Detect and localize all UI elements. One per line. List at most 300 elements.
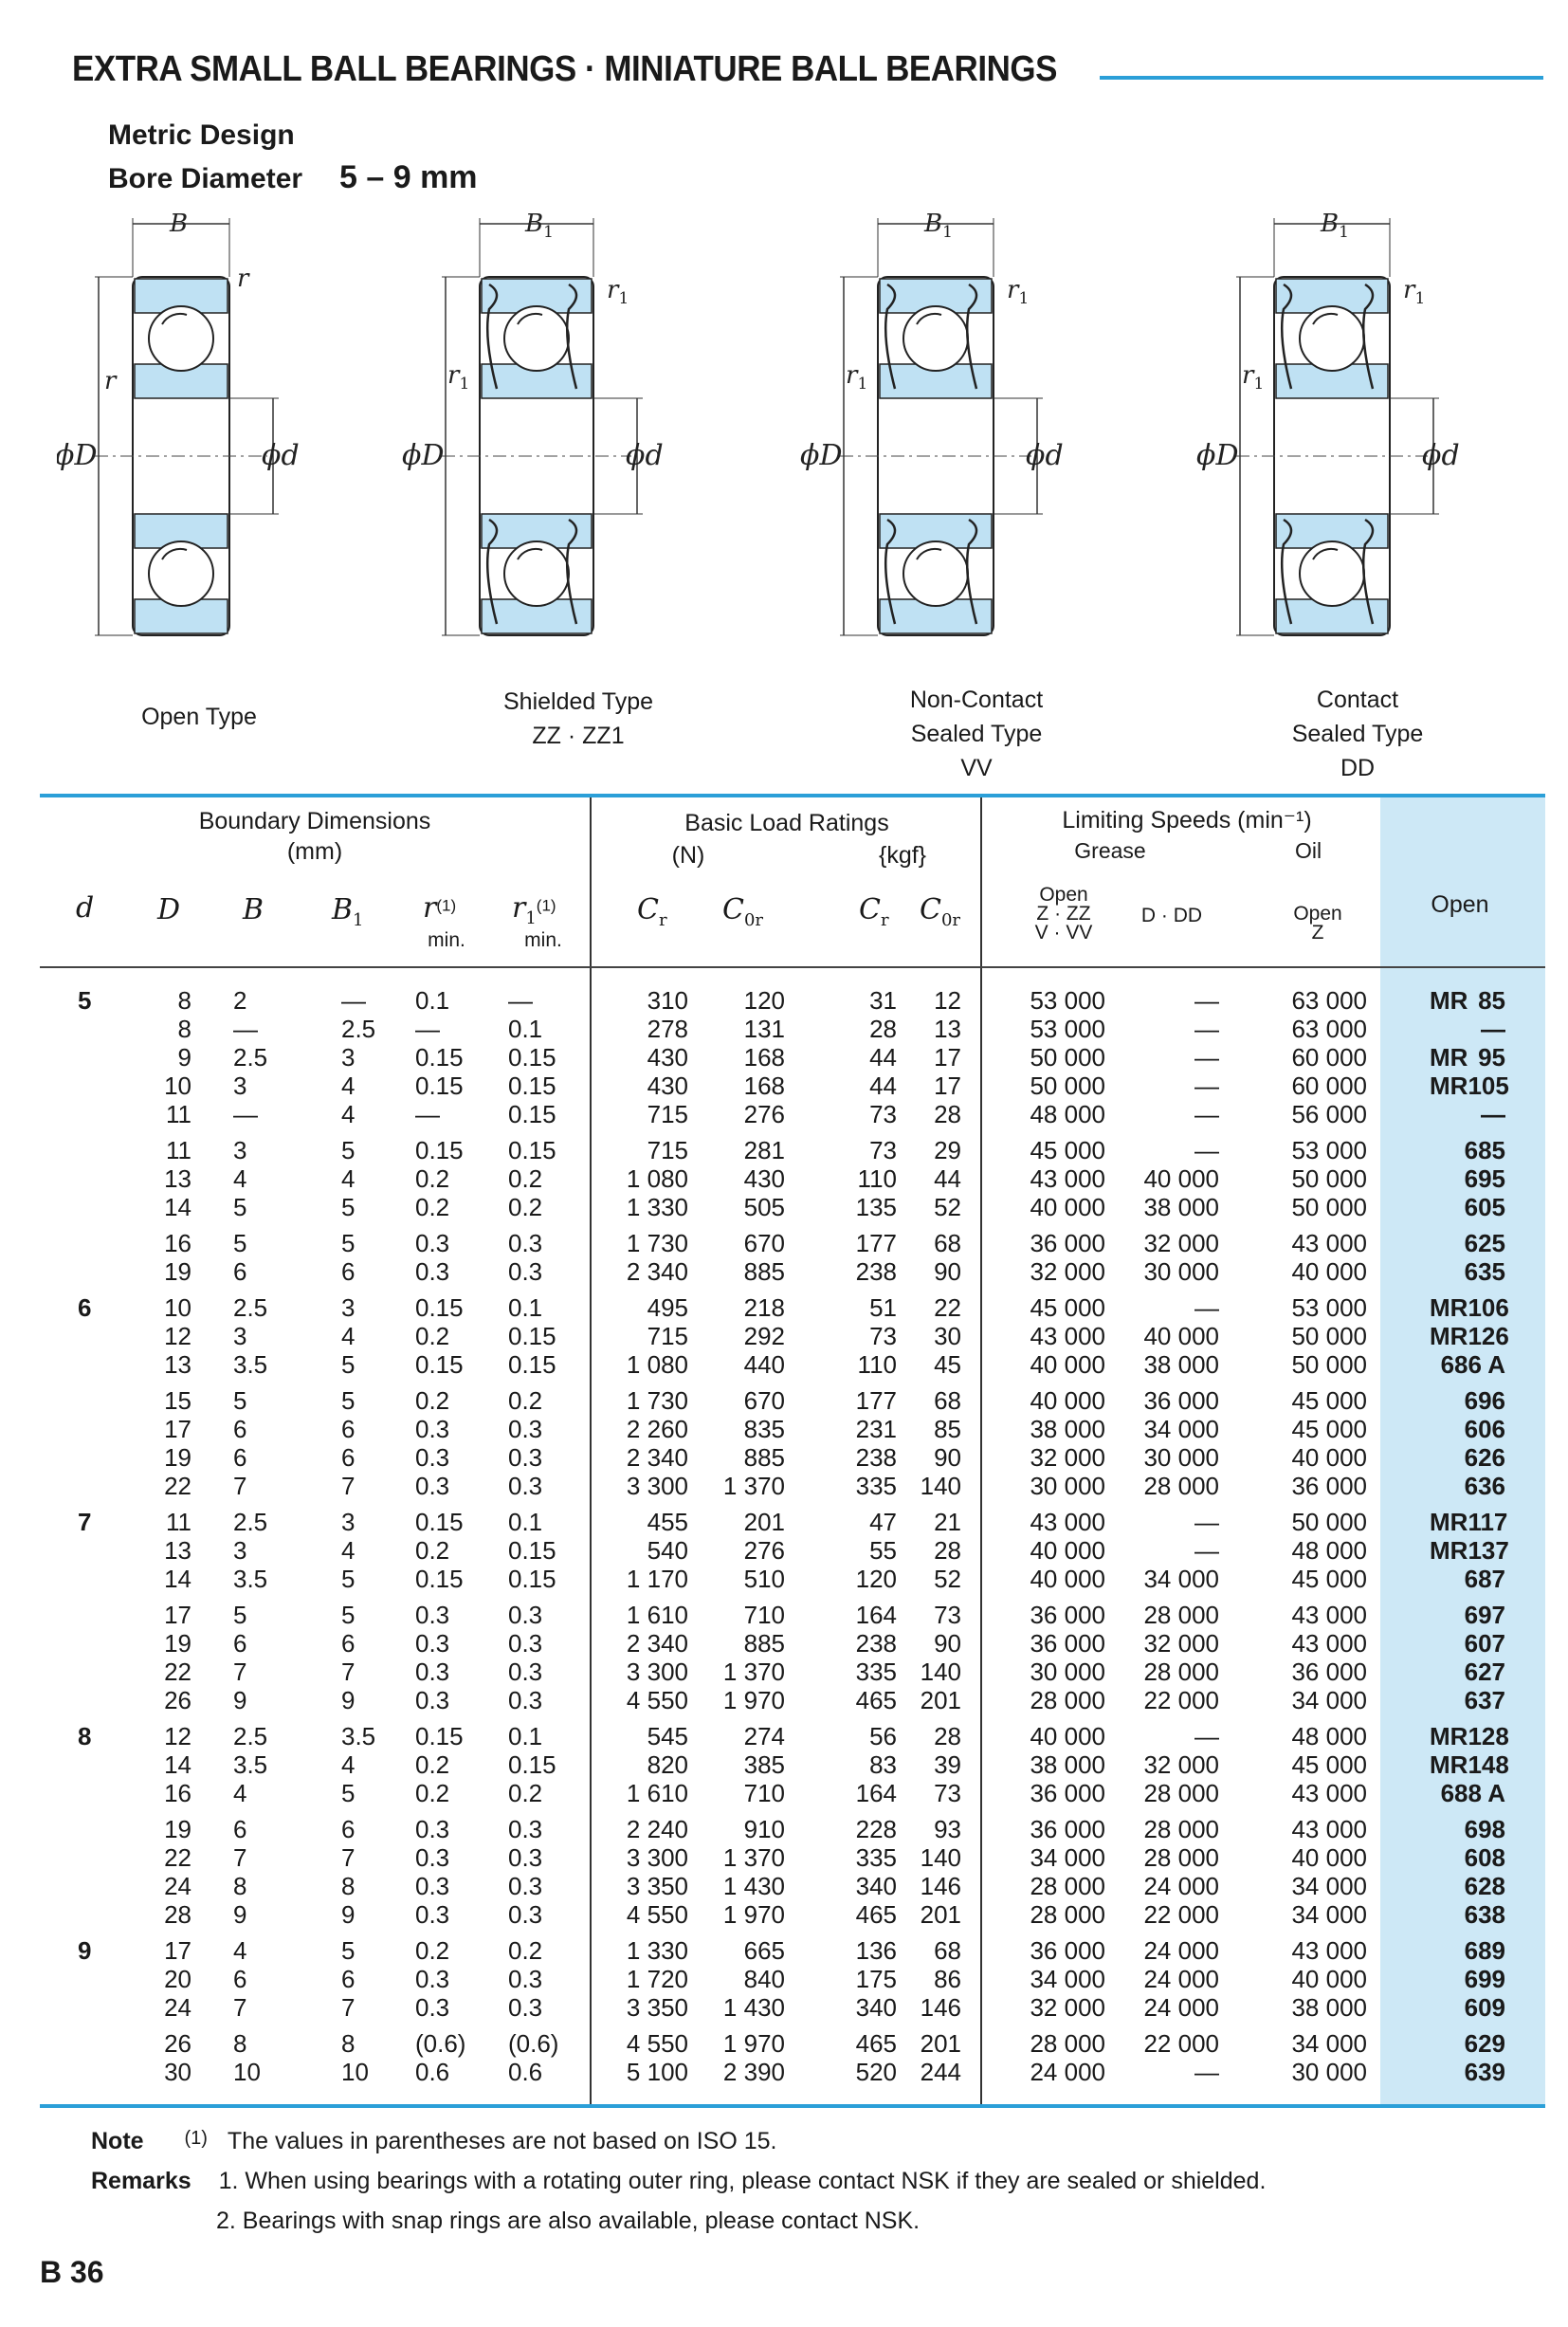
ball-top — [149, 306, 213, 371]
cell-C0rk: 140 — [920, 1843, 961, 1872]
bearing-table-body — [40, 986, 1545, 2094]
cell-C0rk: 201 — [920, 1900, 961, 1929]
cell-gOpen: 53 000 — [1030, 1015, 1105, 1043]
designation-number: 106 — [1468, 1293, 1509, 1322]
cell-B1: 6 — [341, 1815, 356, 1843]
cell-D: 10 — [164, 1072, 191, 1100]
boundary-unit: (mm) — [286, 838, 343, 865]
cell-Crk: 31 — [869, 986, 897, 1015]
boundary-title: Boundary Dimensions — [198, 808, 431, 834]
designation-prefix: MR — [1430, 1322, 1468, 1350]
cell-B: 3.5 — [233, 1750, 268, 1779]
cell-r: 0.2 — [415, 1536, 450, 1565]
cell-D: 15 — [164, 1386, 191, 1415]
cell-gDD: 22 000 — [1143, 1900, 1219, 1929]
cell-Cr: 540 — [647, 1536, 688, 1565]
col-C0r-kgf: $C_{0r}$ — [920, 893, 961, 930]
cell-gDD: — — [1194, 986, 1219, 1015]
cell-open: 637 — [1464, 1686, 1505, 1714]
bore-d-cell: 8 — [78, 1722, 92, 1750]
cell-gOpen: 36 000 — [1030, 1815, 1105, 1843]
cell-B1: 4 — [341, 1072, 356, 1100]
cell-B1: 5 — [341, 1565, 356, 1593]
cell-r: 0.3 — [415, 1965, 450, 1993]
header-line: Z · ZZ — [1036, 903, 1091, 925]
cell-C0r: 440 — [743, 1350, 785, 1379]
cell-r: 0.15 — [415, 1722, 464, 1750]
cell-C0r: 1 970 — [722, 1900, 785, 1929]
cell-B: 9 — [233, 1900, 247, 1929]
cell-C0r: 120 — [743, 986, 785, 1015]
cell-D: 13 — [164, 1536, 191, 1565]
cell-B: 2.5 — [233, 1043, 268, 1072]
cell-oil: 50 000 — [1291, 1508, 1367, 1536]
cell-gDD: 32 000 — [1143, 1629, 1219, 1658]
cell-open — [1430, 1293, 1509, 1322]
cell-B: 6 — [233, 1629, 247, 1658]
cell-open: 605 — [1464, 1193, 1505, 1221]
cell-C0rk: 45 — [934, 1350, 961, 1379]
cell-D: 26 — [164, 2029, 191, 2058]
cell-r: 0.3 — [415, 1472, 450, 1500]
cell-Cr: 1 610 — [626, 1601, 688, 1629]
cell-Crk: 340 — [855, 1993, 897, 2022]
table-row — [40, 1565, 1545, 1593]
cell-r: 0.3 — [415, 1872, 450, 1900]
cell-D: 22 — [164, 1472, 191, 1500]
cell-gDD: 32 000 — [1143, 1229, 1219, 1257]
col-d: d — [76, 891, 95, 925]
cell-open: 629 — [1464, 2029, 1505, 2058]
cell-r1: — — [508, 986, 533, 1015]
cell-Cr: 2 340 — [626, 1443, 688, 1472]
subtitle-bore-label: Bore Diameter — [108, 163, 303, 194]
cell-open — [1430, 1536, 1509, 1565]
cell-Cr: 715 — [647, 1100, 688, 1128]
ball-bottom — [903, 541, 968, 606]
cell-r: 0.2 — [415, 1164, 450, 1193]
cell-C0r: 1 430 — [722, 1993, 785, 2022]
cell-Cr: 820 — [647, 1750, 688, 1779]
cell-Cr: 5 100 — [626, 2058, 688, 2086]
cell-D: 24 — [164, 1872, 191, 1900]
designation-number: 117 — [1468, 1508, 1508, 1536]
cell-gOpen: 28 000 — [1030, 2029, 1105, 2058]
table-row — [40, 1322, 1545, 1350]
cell-gOpen: 50 000 — [1030, 1043, 1105, 1072]
cell-B1: 9 — [341, 1900, 356, 1929]
cell-gDD: 34 000 — [1143, 1565, 1219, 1593]
cell-B1: 5 — [341, 1350, 356, 1379]
outer-diameter-label: ϕD — [57, 439, 98, 472]
cell-B1: 4 — [341, 1164, 356, 1193]
cell-C0rk: 30 — [934, 1322, 961, 1350]
cell-oil: 43 000 — [1291, 1779, 1367, 1807]
bore-diameter-label: ϕd — [262, 439, 300, 472]
cell-Crk: 73 — [869, 1100, 897, 1128]
cell-gDD: 40 000 — [1143, 1164, 1219, 1193]
cell-r: 0.2 — [415, 1936, 450, 1965]
cell-Crk: 110 — [857, 1350, 897, 1379]
cell-r1: 0.3 — [508, 1415, 543, 1443]
cell-Cr: 2 340 — [626, 1257, 688, 1286]
designation-number: 126 — [1468, 1322, 1509, 1350]
cell-gDD: 28 000 — [1143, 1815, 1219, 1843]
cell-C0rk: 73 — [934, 1601, 961, 1629]
cell-r1: 0.3 — [508, 1993, 543, 2022]
ball-bottom — [504, 541, 569, 606]
page-number: B 36 — [40, 2255, 104, 2289]
cell-D: 14 — [164, 1193, 191, 1221]
cell-gOpen: 45 000 — [1030, 1136, 1105, 1164]
cell-D: 22 — [164, 1658, 191, 1686]
cell-C0r: 276 — [743, 1100, 785, 1128]
cell-Cr: 3 350 — [626, 1993, 688, 2022]
row-group — [40, 1136, 1545, 1221]
title-rule — [1100, 76, 1543, 80]
cell-open: 636 — [1464, 1472, 1505, 1500]
header-line: V · VV — [1034, 922, 1093, 944]
cell-gOpen: 28 000 — [1030, 1900, 1105, 1929]
cell-B1: 5 — [341, 1136, 356, 1164]
designation-number: 95 — [1478, 1043, 1505, 1072]
cell-open: 607 — [1464, 1629, 1505, 1658]
cell-r1: 0.15 — [508, 1043, 556, 1072]
bore-diameter-label: ϕd — [626, 439, 664, 472]
cell-Cr: 1 720 — [626, 1965, 688, 1993]
page-title: EXTRA SMALL BALL BEARINGS · MINIATURE BALL BEARINGS — [72, 49, 1057, 89]
table-row — [40, 1936, 1545, 1965]
col-r-note: (1) — [436, 896, 457, 915]
cell-gDD: 24 000 — [1143, 1936, 1219, 1965]
width-label: B — [170, 211, 189, 238]
cell-Crk: 228 — [855, 1815, 897, 1843]
cell-B1: 7 — [341, 1843, 356, 1872]
cell-D: 11 — [166, 1508, 191, 1536]
cell-oil: 45 000 — [1291, 1565, 1367, 1593]
cell-B1: 6 — [341, 1415, 356, 1443]
cell-r1: 0.3 — [508, 1601, 543, 1629]
cell-gDD: 40 000 — [1143, 1322, 1219, 1350]
cell-gDD: — — [1194, 1043, 1219, 1072]
radius-label: $r_1$ — [447, 361, 470, 394]
oil-open-header — [1280, 905, 1356, 943]
caption-line: Non-Contact — [909, 687, 1044, 713]
designation-number: 105 — [1468, 1072, 1509, 1100]
cell-oil: 45 000 — [1291, 1415, 1367, 1443]
cell-r1: 0.1 — [508, 1722, 543, 1750]
cell-open — [1430, 1072, 1509, 1100]
cell-oil: 43 000 — [1291, 1815, 1367, 1843]
cell-B: — — [233, 1015, 258, 1043]
radius-label: $r_1$ — [607, 276, 629, 308]
cell-B: 9 — [233, 1686, 247, 1714]
cell-B: 3 — [233, 1136, 247, 1164]
cell-open: 626 — [1464, 1443, 1505, 1472]
cell-oil: 60 000 — [1291, 1043, 1367, 1072]
outer-diameter-label: ϕD — [1196, 439, 1239, 472]
cell-oil: 45 000 — [1291, 1386, 1367, 1415]
cell-r: 0.15 — [415, 1508, 464, 1536]
cell-gDD: 34 000 — [1143, 1415, 1219, 1443]
cell-oil: 34 000 — [1291, 1872, 1367, 1900]
row-group — [40, 2029, 1545, 2086]
speed-grease: Grease — [1074, 838, 1146, 863]
table-row — [40, 1386, 1545, 1415]
cell-B1: 4 — [341, 1100, 356, 1128]
ball-top — [1300, 306, 1364, 371]
cell-C0r: 168 — [743, 1043, 785, 1072]
cell-B1: 9 — [341, 1686, 356, 1714]
cell-B: 3.5 — [233, 1565, 268, 1593]
cell-B: 8 — [233, 1872, 247, 1900]
grease-open-header — [1026, 886, 1102, 943]
cell-oil: 43 000 — [1291, 1629, 1367, 1658]
cell-gDD: — — [1194, 1100, 1219, 1128]
bore-d-cell: 7 — [78, 1508, 92, 1536]
col-C0r: $C_{0r}$ — [722, 893, 764, 930]
table-row — [40, 1508, 1545, 1536]
cell-Cr: 3 300 — [626, 1658, 688, 1686]
cell-Crk: 55 — [869, 1536, 897, 1565]
cell-Crk: 335 — [855, 1658, 897, 1686]
cell-gDD: 28 000 — [1143, 1779, 1219, 1807]
table-row — [40, 1015, 1545, 1043]
cell-gDD: — — [1194, 1508, 1219, 1536]
cell-Cr: 1 330 — [626, 1936, 688, 1965]
cell-D: 14 — [164, 1750, 191, 1779]
caption-line: Contact — [1316, 687, 1399, 713]
cell-oil: 45 000 — [1291, 1750, 1367, 1779]
cell-B: 2.5 — [233, 1293, 268, 1322]
subtitle-design: Metric Design — [108, 119, 295, 151]
cell-Cr: 1 170 — [626, 1565, 688, 1593]
table-row — [40, 1601, 1545, 1629]
cell-r: 0.6 — [415, 2058, 450, 2086]
cell-gDD: 24 000 — [1143, 1965, 1219, 1993]
cell-oil: 34 000 — [1291, 2029, 1367, 2058]
cell-gDD: 28 000 — [1143, 1601, 1219, 1629]
cell-Cr: 4 550 — [626, 2029, 688, 2058]
cell-gOpen: 40 000 — [1030, 1536, 1105, 1565]
cell-oil: 60 000 — [1291, 1072, 1367, 1100]
cell-B1: 3 — [341, 1043, 356, 1072]
caption-line: VV — [960, 755, 993, 781]
radius-label: $r_1$ — [1242, 361, 1265, 394]
remarks-row — [91, 2168, 1266, 2195]
cell-B1: 8 — [341, 1872, 356, 1900]
table-bottom-rule — [40, 2104, 1545, 2108]
cell-oil: 43 000 — [1291, 1229, 1367, 1257]
row-group — [40, 1601, 1545, 1714]
cell-r: — — [415, 1015, 440, 1043]
cell-Cr: 2 240 — [626, 1815, 688, 1843]
cell-C0rk: 68 — [934, 1229, 961, 1257]
cell-C0r: 201 — [743, 1508, 785, 1536]
cell-B1: 3 — [341, 1293, 356, 1322]
cell-B1: 5 — [341, 1779, 356, 1807]
cell-D: 11 — [166, 1100, 191, 1128]
cell-Cr: 1 610 — [626, 1779, 688, 1807]
header-line: Open — [1293, 903, 1342, 925]
cell-Cr: 715 — [647, 1136, 688, 1164]
cell-open: 638 — [1464, 1900, 1505, 1929]
cell-gDD: 28 000 — [1143, 1658, 1219, 1686]
cell-C0rk: 90 — [934, 1443, 961, 1472]
cell-r: 0.3 — [415, 1229, 450, 1257]
cell-r1: 0.3 — [508, 1815, 543, 1843]
cell-C0r: 510 — [743, 1565, 785, 1593]
cell-Crk: 238 — [855, 1443, 897, 1472]
table-row — [40, 1993, 1545, 2022]
cell-C0r: 1 970 — [722, 1686, 785, 1714]
cell-open: 698 — [1464, 1815, 1505, 1843]
col-r — [423, 891, 456, 925]
cell-Crk: 335 — [855, 1472, 897, 1500]
cell-r1: 0.2 — [508, 1193, 543, 1221]
cell-Crk: 238 — [855, 1629, 897, 1658]
cell-r1: 0.3 — [508, 1629, 543, 1658]
cell-Crk: 164 — [855, 1601, 897, 1629]
cell-r: 0.1 — [415, 986, 450, 1015]
cell-Cr: 430 — [647, 1043, 688, 1072]
cell-Cr: 715 — [647, 1322, 688, 1350]
cell-gDD: 38 000 — [1143, 1193, 1219, 1221]
table-row — [40, 1536, 1545, 1565]
cell-C0rk: 29 — [934, 1136, 961, 1164]
cell-r: 0.3 — [415, 1601, 450, 1629]
cell-C0rk: 22 — [934, 1293, 961, 1322]
cell-gOpen: 53 000 — [1030, 986, 1105, 1015]
cell-B: 3.5 — [233, 1350, 268, 1379]
bore-d-cell: 5 — [78, 986, 92, 1015]
cell-Crk: 335 — [855, 1843, 897, 1872]
cell-r1: 0.2 — [508, 1164, 543, 1193]
cell-gDD: 30 000 — [1143, 1257, 1219, 1286]
cell-C0r: 910 — [743, 1815, 785, 1843]
cell-r: (0.6) — [415, 2029, 466, 2058]
cell-gOpen: 34 000 — [1030, 1843, 1105, 1872]
cell-C0rk: 39 — [934, 1750, 961, 1779]
table-row — [40, 1965, 1545, 1993]
cell-B: 6 — [233, 1965, 247, 1993]
cell-gDD: 28 000 — [1143, 1843, 1219, 1872]
cell-gOpen: 32 000 — [1030, 1257, 1105, 1286]
cell-oil: 43 000 — [1291, 1601, 1367, 1629]
cell-C0rk: 146 — [920, 1993, 961, 2022]
cell-gDD: 38 000 — [1143, 1350, 1219, 1379]
cell-oil: 50 000 — [1291, 1322, 1367, 1350]
cell-B1: 6 — [341, 1443, 356, 1472]
table-row — [40, 1872, 1545, 1900]
cell-r: 0.3 — [415, 1658, 450, 1686]
cell-C0r: 2 390 — [722, 2058, 785, 2086]
cell-B: 2.5 — [233, 1722, 268, 1750]
cell-r1: 0.1 — [508, 1293, 543, 1322]
cell-r1: 0.2 — [508, 1936, 543, 1965]
cell-D: 8 — [177, 986, 191, 1015]
cell-Crk: 44 — [869, 1072, 897, 1100]
cell-C0r: 1 430 — [722, 1872, 785, 1900]
cell-gOpen: 36 000 — [1030, 1779, 1105, 1807]
table-row — [40, 1100, 1545, 1128]
cell-gOpen: 28 000 — [1030, 1686, 1105, 1714]
cell-r: 0.2 — [415, 1750, 450, 1779]
cell-B1: 7 — [341, 1993, 356, 2022]
load-unit-n: (N) — [671, 842, 705, 869]
cell-Crk: 340 — [855, 1872, 897, 1900]
table-row — [40, 1472, 1545, 1500]
radius-label: r — [104, 367, 117, 395]
cell-open: 686 A — [1440, 1350, 1505, 1379]
cell-r: 0.15 — [415, 1293, 464, 1322]
cell-open: — — [1481, 1100, 1505, 1128]
cell-B: 4 — [233, 1936, 247, 1965]
cell-gOpen: 40 000 — [1030, 1565, 1105, 1593]
cell-gOpen: 43 000 — [1030, 1164, 1105, 1193]
cell-r1: 0.15 — [508, 1565, 556, 1593]
cell-gDD: 36 000 — [1143, 1386, 1219, 1415]
cell-D: 12 — [164, 1722, 191, 1750]
row-group — [40, 1229, 1545, 1286]
cell-C0r: 131 — [743, 1015, 785, 1043]
cell-Crk: 231 — [855, 1415, 897, 1443]
cell-oil: 63 000 — [1291, 986, 1367, 1015]
cell-Cr: 1 730 — [626, 1386, 688, 1415]
cell-B1: 5 — [341, 1936, 356, 1965]
cell-open: 639 — [1464, 2058, 1505, 2086]
row-group — [40, 1936, 1545, 2022]
table-row — [40, 1686, 1545, 1714]
cell-gDD: 22 000 — [1143, 1686, 1219, 1714]
cell-C0r: 274 — [743, 1722, 785, 1750]
row-group — [40, 1386, 1545, 1500]
cell-B: 10 — [233, 2058, 261, 2086]
cell-r1: 0.15 — [508, 1750, 556, 1779]
cell-C0rk: 90 — [934, 1257, 961, 1286]
col-B1: $B_1$ — [332, 893, 364, 930]
cell-r: 0.2 — [415, 1193, 450, 1221]
cell-r: 0.2 — [415, 1386, 450, 1415]
cell-D: 24 — [164, 1993, 191, 2022]
cell-r: 0.3 — [415, 1443, 450, 1472]
col-r-min: min. — [428, 929, 465, 951]
cell-B: 3 — [233, 1536, 247, 1565]
cell-oil: 30 000 — [1291, 2058, 1367, 2086]
cell-C0r: 670 — [743, 1229, 785, 1257]
cell-open — [1430, 1722, 1509, 1750]
table-row — [40, 1072, 1545, 1100]
cell-open: 687 — [1464, 1565, 1505, 1593]
cell-gDD: — — [1194, 1136, 1219, 1164]
cell-C0r: 885 — [743, 1257, 785, 1286]
cell-B1: 6 — [341, 1965, 356, 1993]
bearing-diagrams-svg — [57, 211, 1536, 666]
cell-gOpen: 40 000 — [1030, 1386, 1105, 1415]
cell-B: 5 — [233, 1193, 247, 1221]
remark-1: 1. When using bearings with a rotating outer ring, please contact NSK if they are sealed or shielded. — [218, 2168, 1267, 2194]
table-row — [40, 1815, 1545, 1843]
cell-Crk: 465 — [855, 1686, 897, 1714]
caption-line: Open Type — [141, 704, 257, 730]
col-r-symbol: r — [423, 891, 437, 925]
cell-D: 14 — [164, 1565, 191, 1593]
cell-D: 12 — [164, 1322, 191, 1350]
cell-B: 7 — [233, 1843, 247, 1872]
cell-B1: 3.5 — [341, 1722, 376, 1750]
cell-D: 16 — [164, 1229, 191, 1257]
cell-gOpen: 30 000 — [1030, 1472, 1105, 1500]
